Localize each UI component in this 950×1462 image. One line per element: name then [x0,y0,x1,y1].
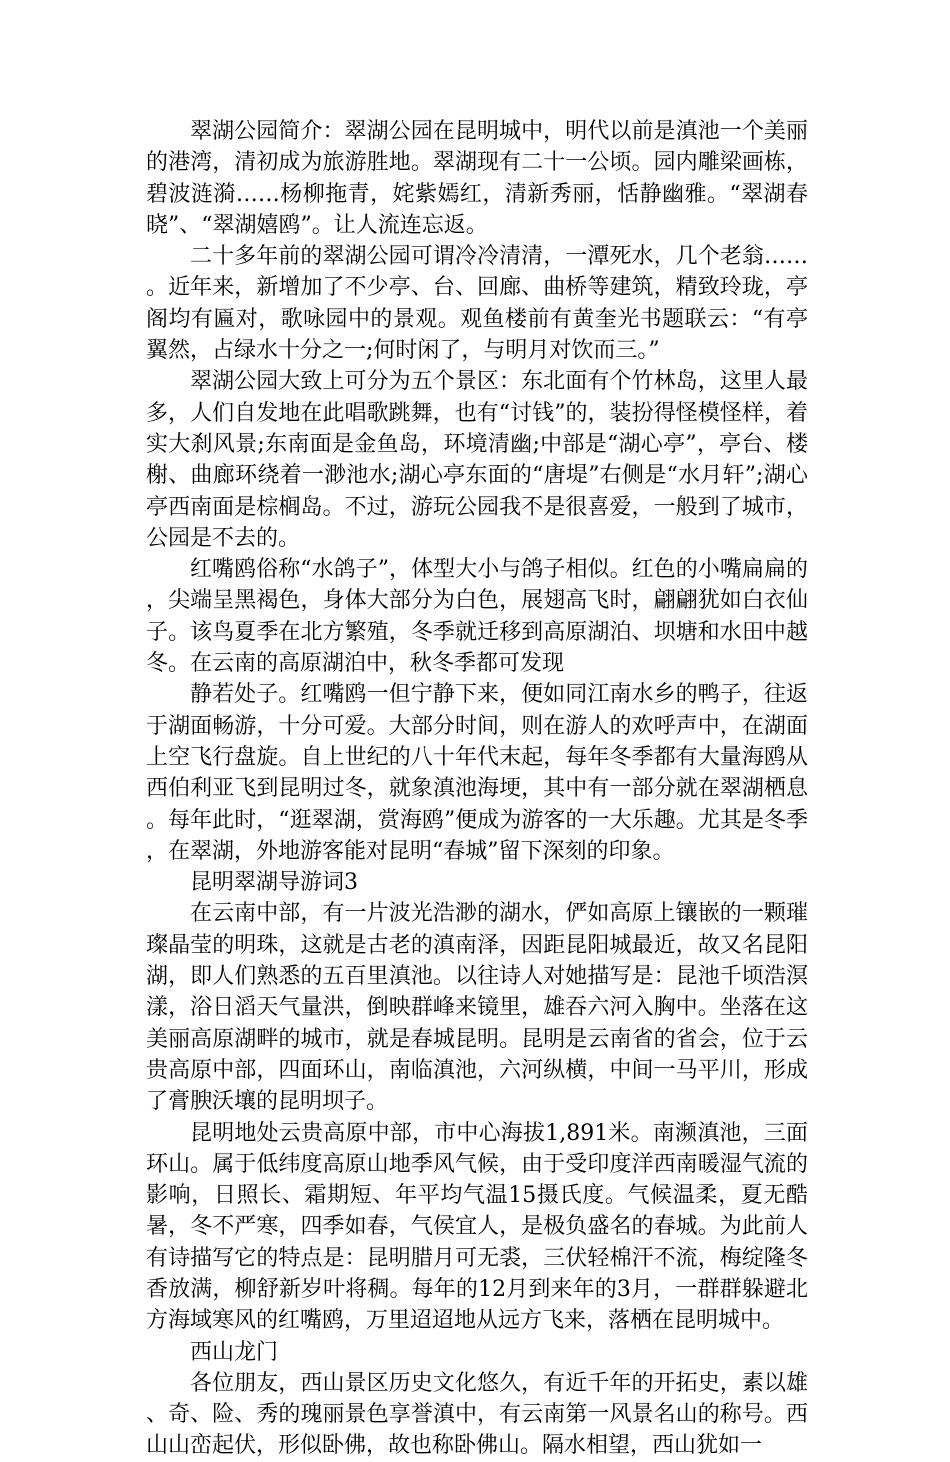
paragraph-xishan-intro: 各位朋友，西山景区历史文化悠久，有近千年的开拓史，素以雄、奇、险、秀的瑰丽景色享誉滇中，有云南第一风景名山的称号。西山山峦起伏，形似卧佛，故也称卧佛山。隔水相望，西山犹如一 [146,1370,808,1459]
section-heading-xishan-longmen: 西山龙门 [190,1339,279,1365]
paragraph-kunming-climate: 昆明地处云贵高原中部，市中心海拔1,891米。南濒滇池，三面环山。属于低纬度高原山地季风气候，由于受印度洋西南暖湿气流的影响，日照长、霜期短、年平均气温15摄氏度。气候温柔，夏无酷暑，冬不严寒，四季如春，气侯宜人，是极负盛名的春城。为此前人有诗描写它的特点是：昆明腊月可无裘，三伏轻棉汗不流，梅绽隆冬香放满，柳舒新岁叶将稠。每年的12月到来年的3月，一群群躲避北方海域寒风的红嘴鸥，万里迢迢地从远方飞来，落栖在昆明城中。 [146,1120,808,1334]
paragraph-cuihu-intro: 翠湖公园简介：翠湖公园在昆明城中，明代以前是滇池一个美丽的港湾，清初成为旅游胜地。翠湖现有二十一公顷。园内雕梁画栋，碧波涟漪……杨柳拖青，姹紫嫣红，清新秀丽，恬静幽雅。“翠湖春晓”、“翠湖嬉鸥”。让人流连忘返。 [146,119,808,238]
paragraph-red-billed-gull: 红嘴鸥俗称“水鸽子”，体型大小与鸽子相似。红色的小嘴扁扁的，尖端呈黑褐色，身体大部分为白色，展翅高飞时，翩翩犹如白衣仙子。该鸟夏季在北方繁殖，冬季就迁移到高原湖泊、坝塘和水田中越冬。在云南的高原湖泊中，秋冬季都可发现 [146,557,808,677]
paragraph-gull-behavior: 静若处子。红嘴鸥一但宁静下来，便如同江南水乡的鸭子，往返于湖面畅游，十分可爱。大部分时间，则在游人的欢呼声中，在湖面上空飞行盘旋。自上世纪的八十年代末起，每年冬季都有大量海鸥从西伯利亚飞到昆明过冬，就象滇池海埂，其中有一部分就在翠湖栖息。每年此时，“逛翠湖，赏海鸥”便成为游客的一大乐趣。尤其是冬季，在翠湖，外地游客能对昆明“春城”留下深刻的印象。 [146,682,808,864]
paragraph-cuihu-history: 二十多年前的翠湖公园可谓冷冷清清，一潭死水，几个老翁……。近年来，新增加了不少亭、台、回廊、曲桥等建筑，精致玲珑，亭阁均有匾对，歌咏园中的景观。观鱼楼前有黄奎光书题联云：“有亭翼然，占绿水十分之一;何时闲了，与明月对饮而三。” [146,244,808,364]
paragraph-cuihu-scenic-areas: 翠湖公园大致上可分为五个景区：东北面有个竹林岛，这里人最多，人们自发地在此唱歌跳舞，也有“讨钱”的，装扮得怪模怪样，着实大刹风景;东南面是金鱼岛，环境清幽;中部是“湖心亭”，亭台、楼榭、曲廊环绕着一渺池水;湖心亭东面的“唐堤”右侧是“水月轩”;湖心亭西南面是棕榈岛。不过，游玩公园我不是很喜爱，一般到了城市，公园是不去的。 [146,369,808,551]
paragraph-dianchi-lake: 在云南中部，有一片波光浩渺的湖水，俨如高原上镶嵌的一颗璀璨晶莹的明珠，这就是古老的滇南泽，因距昆阳城最近，故又名昆阳湖，即人们熟悉的五百里滇池。以往诗人对她描写是：昆池千顷浩溟漾，浴日滔天气量洪，倒映群峰来镜里，雄吞六河入胸中。坐落在这美丽高原湖畔的城市，就是春城昆明。昆明是云南省的省会，位于云贵高原中部，四面环山，南临滇池，六河纵横，中间一马平川，形成了膏腴沃壤的昆明坝子。 [146,901,808,1115]
document-body [146,116,808,1462]
section-heading-guide-3: 昆明翠湖导游词3 [190,870,358,896]
